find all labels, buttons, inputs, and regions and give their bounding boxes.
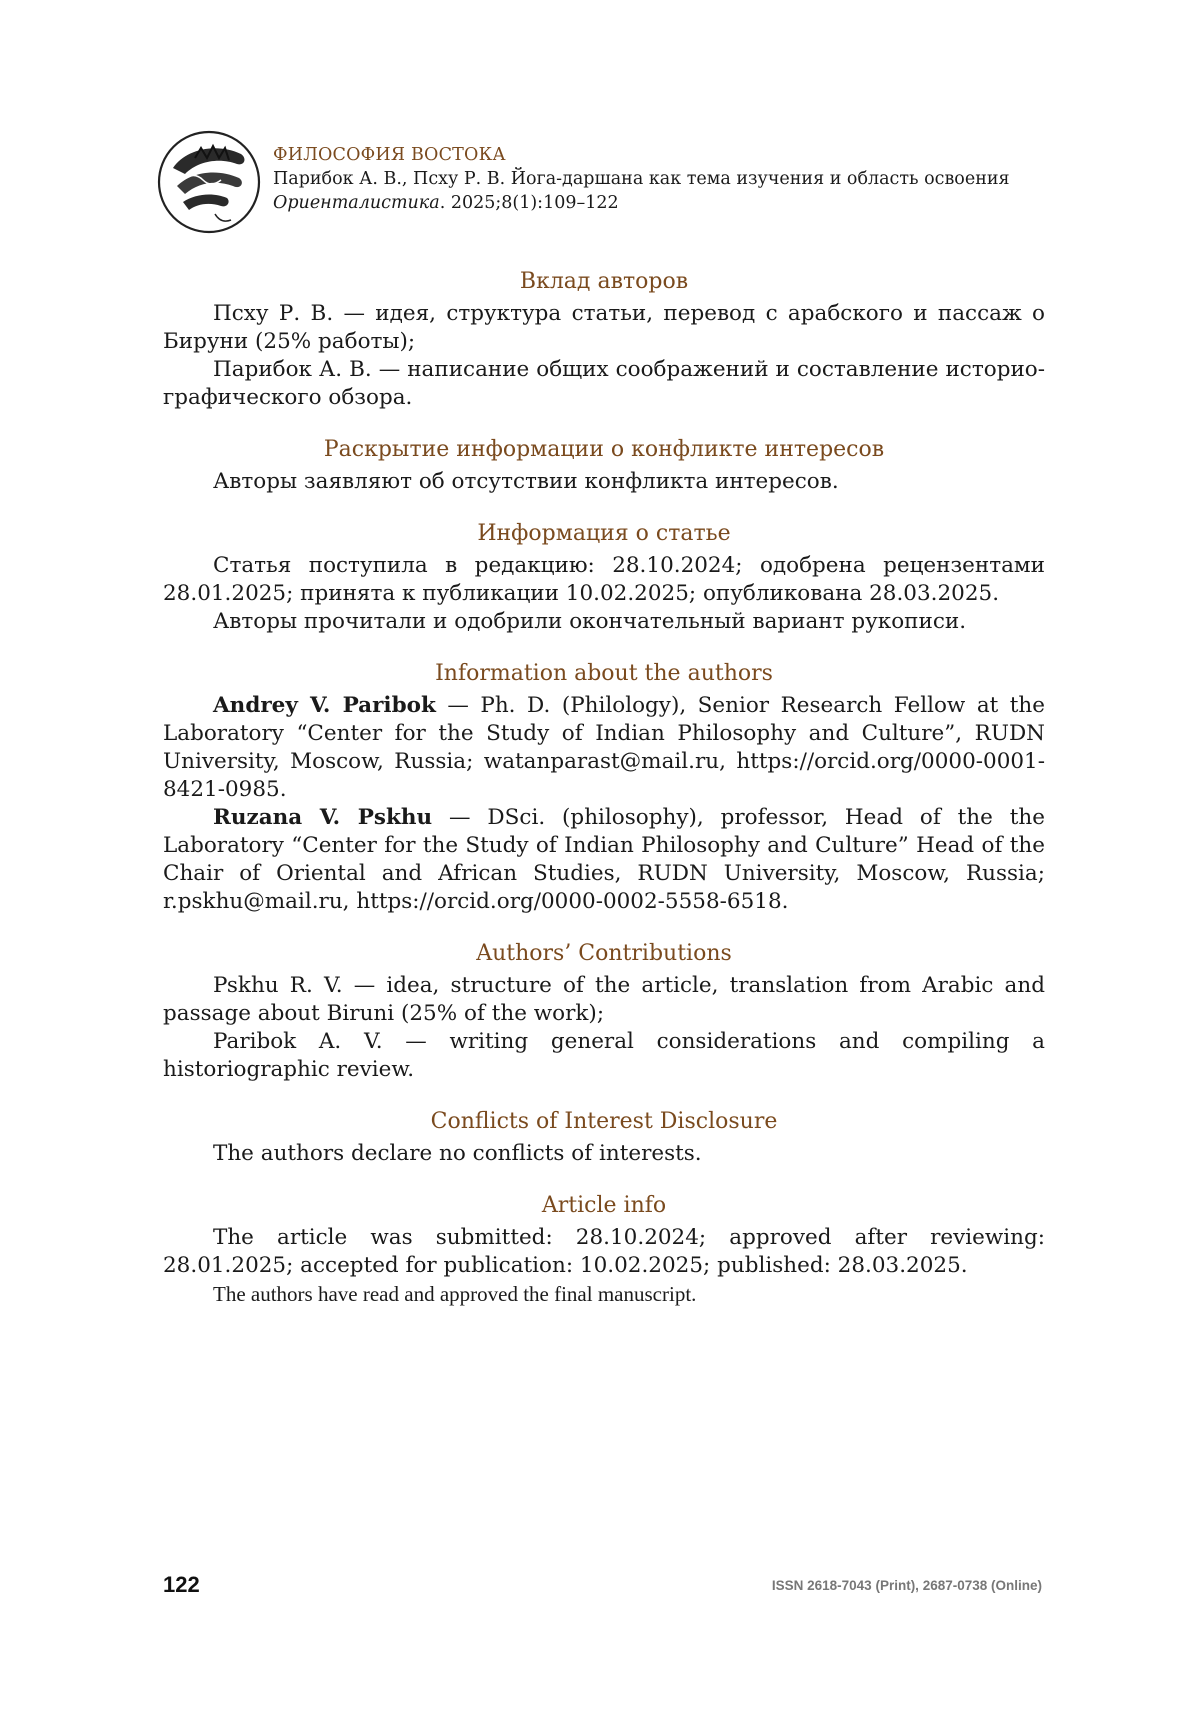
main-content — [163, 268, 1045, 1308]
info-en-p1: The article was submitted: 28.10.2024; approved after reviewing: 28.01.2025; accepted for publication: 10.02.2025; published: 28.03.2025. — [163, 1225, 1045, 1278]
section-title-conflict-ru: Раскрытие информации о конфликте интересов — [323, 437, 885, 462]
issn-line: ISSN 2618-7043 (Print), 2687-0738 (Online) — [771, 1578, 1042, 1593]
contrib-en-p2: Paribok A. V. — writing general considerations and compiling a historiographic review. — [163, 1029, 1045, 1082]
author-paribok-name: Andrey V. Paribok — [213, 693, 436, 718]
citation-authors-title: Парибок А. В., Псху Р. В. Йога-даршана как тема изучения и область освоения — [273, 169, 1010, 189]
author-paribok-bio — [163, 692, 1045, 804]
citation-details: . 2025;8(1):109–122 — [439, 193, 619, 213]
section-title-authors-en: Information about the authors — [435, 661, 773, 686]
citation-journal-name: Ориенталистика — [273, 193, 440, 213]
section-title-info-ru: Информация о статье — [477, 521, 731, 546]
contrib-en-p1: Pskhu R. V. — idea, structure of the article, translation from Arabic and passage about Biruni (25% of the work); — [163, 973, 1045, 1026]
conflict-en-p1: The authors declare no conflicts of interests. — [213, 1141, 702, 1166]
author-pskhu-text: — DSci. (philosophy), professor, Head of the the Laboratory “Center for the Study of Indian Philosophy and Culture” Head of the Chair of Oriental and African Studies, RUDN University, Moscow, Russia; r.pskhu@mail.ru, https://orcid.org/0000-0002-5558-6518. — [163, 805, 1045, 914]
citation-journal-line — [273, 191, 1073, 215]
author-pskhu-bio — [163, 804, 1045, 916]
info-ru-p1: Статья поступила в редакцию: 28.10.2024; одобрена рецензентами 28.01.2025; принята к публикации 10.02.2025; опубликована 28.03.2025. — [163, 553, 1045, 606]
journal-section-title: ФИЛОСОФИЯ ВОСТОКА — [273, 145, 506, 165]
section-title-contrib-ru: Вклад авторов — [519, 269, 689, 294]
author-pskhu-name: Ruzana V. Pskhu — [213, 805, 433, 830]
author-paribok-text: — Ph. D. (Philology), Senior Research Fellow at the Laboratory “Center for the Study of Indian Philosophy and Culture”, RUDN University, Moscow, Russia; watanparast@mail.ru, https://orcid.org/0000-0001-8421-0985. — [163, 693, 1045, 802]
contrib-ru-p2: Парибок А. В. — написание общих соображений и составление историо-графического обзора. — [163, 357, 1045, 410]
section-title-contrib-en: Authors’ Contributions — [476, 941, 732, 966]
info-en-p2: The authors have read and approved the final manuscript. — [213, 1282, 697, 1306]
contrib-ru-p1: Псху Р. В. — идея, структура статьи, перевод с арабского и пассаж о Бируни (25% работы); — [163, 301, 1045, 354]
page-number: 122 — [163, 1572, 200, 1597]
header-text — [273, 143, 1073, 215]
section-title-conflict-en: Conflicts of Interest Disclosure — [430, 1109, 778, 1134]
conflict-ru-p1: Авторы заявляют об отсутствии конфликта интересов. — [213, 469, 839, 494]
journal-logo-icon — [155, 128, 263, 236]
section-title-info-en: Article info — [541, 1193, 667, 1218]
page-header — [155, 125, 1055, 235]
info-ru-p2: Авторы прочитали и одобрили окончательный вариант рукописи. — [213, 609, 967, 634]
